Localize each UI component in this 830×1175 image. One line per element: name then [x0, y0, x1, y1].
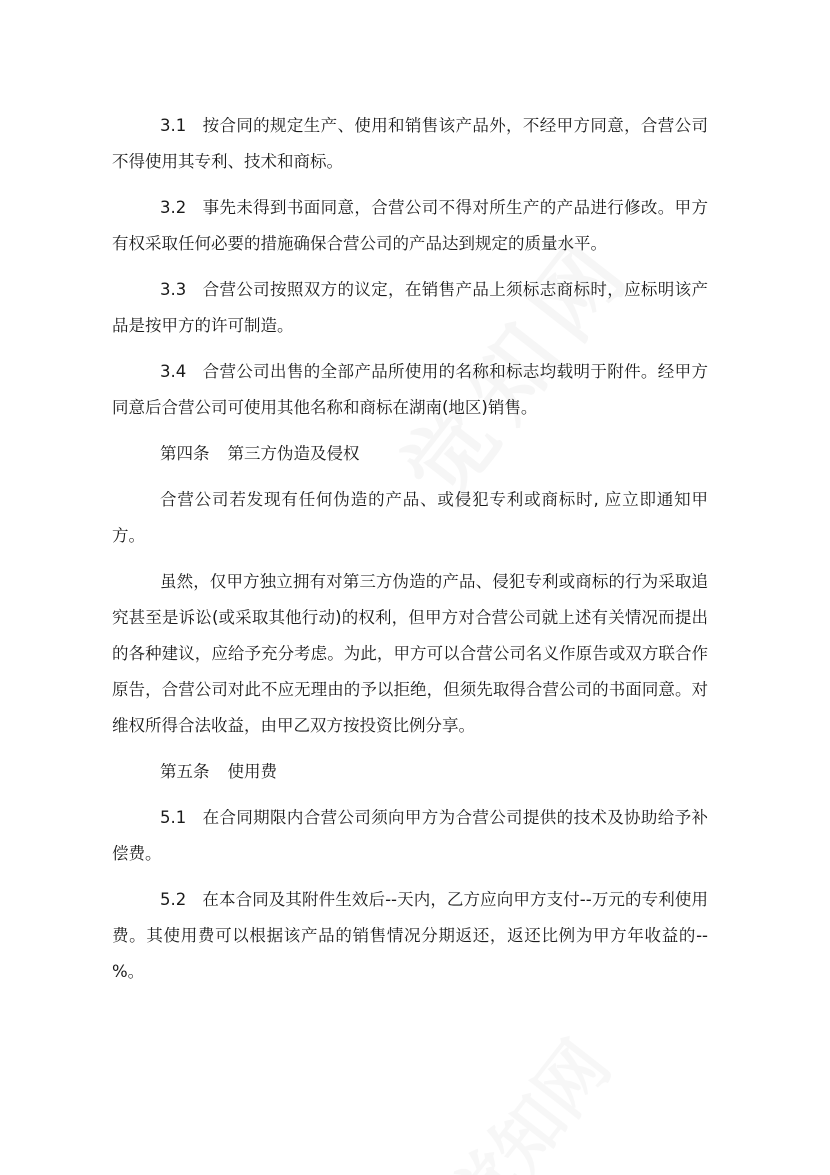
clause-text: 在合同期限内合营公司须向甲方为合营公司提供的技术及协助给予补偿费。: [112, 808, 708, 863]
article-5-heading: [112, 754, 708, 790]
clause-text: 在本合同及其附件生效后--天内，乙方应向甲方支付--万元的专利使用费。其使用费可以根据该产品的销售情况分期返还，返还比例为甲方年收益的--%。: [112, 890, 708, 981]
clause-text: 按合同的规定生产、使用和销售该产品外，不经甲方同意，合营公司不得使用其专利、技术和商标。: [112, 116, 708, 171]
article-label: 第五条: [160, 762, 210, 781]
clause-number: 3.2: [160, 198, 187, 217]
clause-number: 3.3: [160, 280, 187, 299]
article-title: 第三方伪造及侵权: [227, 444, 360, 463]
article-4-paragraph-2: 虽然，仅甲方独立拥有对第三方伪造的产品、侵犯专利或商标的行为采取追究甚至是诉讼(或采取其他行动)的权利，但甲方对合营公司就上述有关情况而提出的各种建议，应给予充分考虑。为此，甲方可以合营公司名义作原告或双方联合作原告，合营公司对此不应无理由的予以拒绝，但须先取得合营公司的书面同意。对维权所得合法收益，由甲乙双方按投资比例分享。: [112, 572, 708, 735]
clause-number: 5.2: [160, 890, 187, 909]
clause-text: 合营公司出售的全部产品所使用的名称和标志均载明于附件。经甲方同意后合营公司可使用其他名称和商标在湖南(地区)销售。: [112, 362, 708, 417]
document-body: [112, 108, 708, 1000]
clause-5-1: [112, 800, 708, 872]
article-label: 第四条: [160, 444, 210, 463]
article-4-heading: [112, 436, 708, 472]
clause-number: 5.1: [160, 808, 187, 827]
watermark-lower: [421, 1017, 630, 1175]
clause-3-2: [112, 190, 708, 262]
clause-text: 合营公司按照双方的议定，在销售产品上须标志商标时，应标明该产品是按甲方的许可制造。: [112, 280, 708, 335]
article-4-paragraph-1: 合营公司若发现有任何伪造的产品、或侵犯专利或商标时, 应立即通知甲方。: [112, 490, 708, 545]
clause-3-4: [112, 354, 708, 426]
clause-3-1: [112, 108, 708, 180]
clause-number: 3.1: [160, 116, 187, 135]
clause-5-2: [112, 882, 708, 990]
clause-3-3: [112, 272, 708, 344]
clause-number: 3.4: [160, 362, 187, 381]
clause-text: 事先未得到书面同意，合营公司不得对所生产的产品进行修改。甲方有权采取任何必要的措施确保合营公司的产品达到规定的质量水平。: [112, 198, 708, 253]
article-title: 使用费: [227, 762, 277, 781]
